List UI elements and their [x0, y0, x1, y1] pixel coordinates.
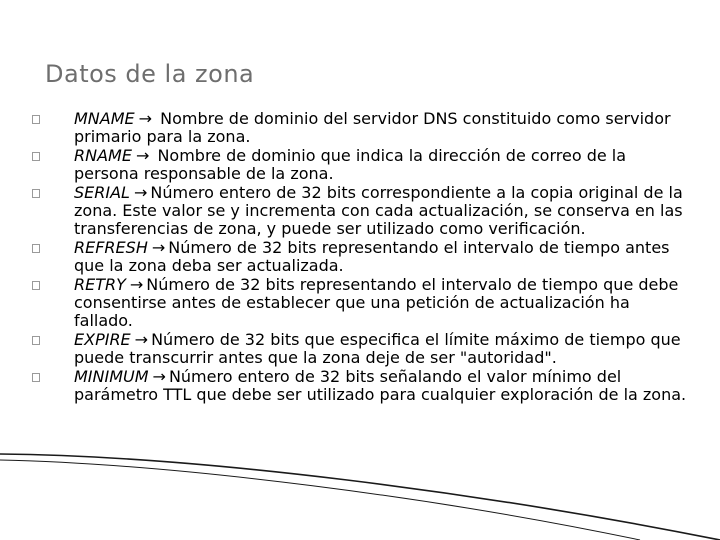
- arrow-icon: →: [134, 329, 149, 349]
- square-bullet-icon: [32, 244, 40, 253]
- arrow-icon: →: [138, 109, 153, 128]
- field-term: EXPIRE: [74, 329, 131, 349]
- arrow-icon: →: [152, 366, 166, 386]
- arrow-icon: →: [129, 274, 144, 294]
- swoosh-curve-inner: [0, 460, 640, 540]
- decorative-swoosh: [0, 452, 720, 540]
- field-term: MNAME: [74, 109, 135, 128]
- arrow-icon: →: [151, 237, 166, 257]
- arrow-icon: →: [135, 145, 150, 165]
- list-item: [32, 239, 692, 276]
- list-item: [32, 147, 692, 184]
- square-bullet-icon: [32, 336, 40, 345]
- list-item: [32, 184, 692, 239]
- bullet-list: [32, 110, 692, 405]
- list-item: [32, 368, 692, 405]
- field-term: MINIMUM: [74, 366, 149, 386]
- field-description: Número entero de 32 bits señalando el valor mínimo del parámetro TTL que debe ser utilizado para cualquier exploración de la zona.: [74, 366, 687, 405]
- list-item: [32, 276, 692, 331]
- swoosh-curve-outer: [0, 454, 720, 540]
- field-description: Número entero de 32 bits correspondiente a la copia original de la zona. Este valor se y incrementa con cada actualización, se conserva en las transferencias de zona, y puede ser utilizado como verificación.: [74, 182, 683, 239]
- square-bullet-icon: [32, 115, 40, 124]
- field-term: RETRY: [74, 274, 126, 294]
- list-item: [32, 331, 692, 368]
- field-description: Nombre de dominio del servidor DNS constituido como servidor primario para la zona.: [74, 109, 671, 147]
- field-description: Número de 32 bits que especifica el límite máximo de tiempo que puede transcurrir antes que la zona deje de ser "autoridad".: [74, 329, 681, 368]
- field-description: Número de 32 bits representando el intervalo de tiempo antes que la zona deba ser actualizada.: [74, 237, 670, 276]
- field-term: REFRESH: [74, 237, 148, 257]
- field-term: SERIAL: [74, 182, 130, 202]
- arrow-icon: →: [133, 182, 148, 202]
- square-bullet-icon: [32, 373, 40, 382]
- field-description: Nombre de dominio que indica la dirección de correo de la persona responsable de la zona.: [74, 145, 627, 184]
- field-description: Número de 32 bits representando el intervalo de tiempo que debe consentirse antes de establecer que una petición de actualización ha fallado.: [74, 274, 679, 331]
- square-bullet-icon: [32, 281, 40, 290]
- slide-title: Datos de la zona: [45, 60, 255, 88]
- square-bullet-icon: [32, 189, 40, 198]
- field-term: RNAME: [74, 145, 132, 165]
- square-bullet-icon: [32, 152, 40, 161]
- list-item: [32, 110, 692, 147]
